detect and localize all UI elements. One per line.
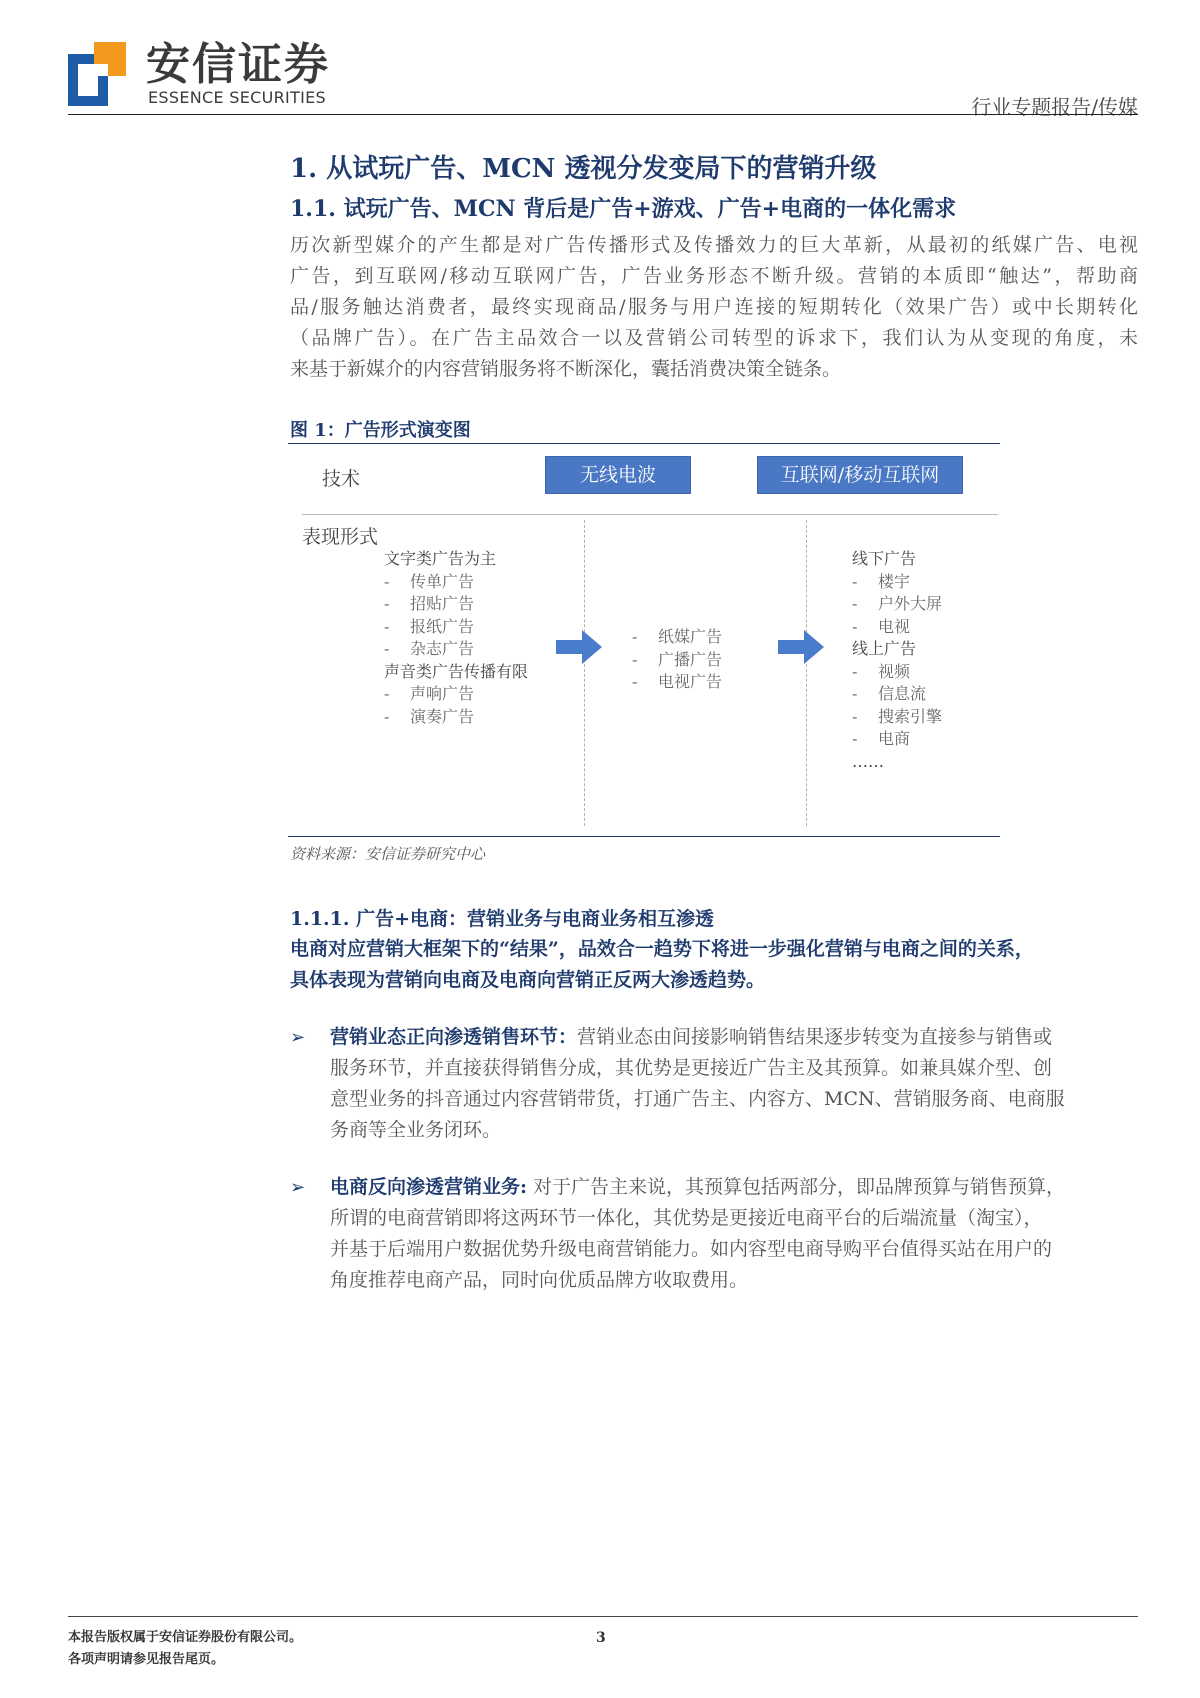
- col-item: - 楼宇: [852, 571, 942, 594]
- col-item: - 招贴广告: [384, 593, 528, 616]
- col-item: - 广播广告: [632, 649, 722, 672]
- bullet-line: 角度推荐电商产品，同时向优质品牌方收取费用。: [330, 1269, 749, 1291]
- intro-line: 来基于新媒介的内容营销服务将不断深化，囊括消费决策全链条。: [290, 358, 842, 380]
- figure-column-divider: [584, 520, 585, 826]
- brand-name-cn: 安信证券: [146, 39, 330, 90]
- bullet-text: 营销业态由间接影响销售结果逐步转变为直接参与销售或: [577, 1026, 1053, 1048]
- summary-line: 电商对应营销大框架下的“结果”，品效合一趋势下将进一步强化营销与电商之间的关系，: [290, 938, 1034, 960]
- bullet-item: [290, 1172, 1138, 1302]
- col-item: - 杂志广告: [384, 638, 528, 661]
- section-heading-1-1: 1.1. 试玩广告、MCN 背后是广告+游戏、广告+电商的一体化需求: [290, 196, 957, 222]
- bullet-line: 服务环节，并直接获得销售分成，其优势是更接近广告主及其预算。如兼具媒介型、创: [330, 1057, 1053, 1079]
- col-item: 声音类广告传播有限: [384, 661, 529, 681]
- figure-top-rule: [288, 443, 1000, 444]
- col-item: 线下广告: [852, 549, 917, 568]
- header-divider: [68, 114, 1138, 115]
- figure-title: 图 1：广告形式演变图: [290, 420, 471, 441]
- footer-disclaimer: 各项声明请参见报告尾页。: [68, 1652, 225, 1667]
- bullet-lead: 营销业态正向渗透销售环节：: [330, 1026, 578, 1048]
- figure-column-divider: [806, 520, 807, 826]
- col-item: - 纸媒广告: [632, 626, 722, 649]
- col-item: 线上广告: [852, 639, 917, 658]
- col-item: - 报纸广告: [384, 616, 528, 639]
- bullet-line: 并基于后端用户数据优势升级电商营销能力。如内容型电商导购平台值得买站在用户的: [330, 1238, 1053, 1260]
- col-item: ……: [852, 751, 884, 771]
- bullet-line: 务商等全业务闭环。: [330, 1119, 502, 1141]
- arrow-bullet-icon: ➢: [290, 1027, 306, 1048]
- brand-name-en: ESSENCE SECURITIES: [148, 88, 327, 107]
- figure-column-internet: [852, 548, 942, 773]
- bullet-first-line: [330, 1022, 1138, 1053]
- col-item: - 声响广告: [384, 683, 528, 706]
- bullet-lead: 电商反向渗透营销业务:: [330, 1176, 528, 1198]
- bullet-item: [290, 1022, 1138, 1152]
- col-item: - 搜索引擎: [852, 706, 942, 729]
- right-arrow-icon: [778, 630, 824, 664]
- col-item: - 户外大屏: [852, 593, 942, 616]
- col-item: - 电视广告: [632, 671, 722, 694]
- figure-form-label: 表现形式: [302, 526, 379, 548]
- figure-mid-rule: [302, 514, 998, 515]
- col-item: - 演奏广告: [384, 706, 528, 729]
- tech-box-internet: 互联网/移动互联网: [757, 456, 963, 494]
- figure-bottom-rule: [288, 836, 1000, 837]
- tech-box-radio: 无线电波: [545, 456, 691, 494]
- col-item: 文字类广告为主: [384, 549, 497, 568]
- key-summary: [290, 934, 1138, 996]
- bullet-line: 意型业务的抖音通过内容营销带货，打通广告主、内容方、MCN、营销服务商、电商服: [330, 1088, 1065, 1110]
- section-heading-1-1-1: 1.1.1. 广告+电商：营销业务与电商业务相互渗透: [290, 908, 715, 930]
- col-item: - 传单广告: [384, 571, 528, 594]
- summary-line: 具体表现为营销向电商及电商向营销正反两大渗透趋势。: [290, 969, 766, 991]
- footer-copyright: 本报告版权属于安信证券股份有限公司。: [68, 1630, 303, 1645]
- intro-paragraph: [290, 230, 1138, 385]
- figure-column-early: [384, 548, 528, 728]
- intro-line: （品牌广告）。在广告主品效合一以及营销公司转型的诉求下，我们认为从变现的角度，未: [290, 327, 1138, 349]
- intro-line: 广告，到互联网/移动互联网广告，广告业务形态不断升级。营销的本质即“触达”，帮助商: [290, 265, 1138, 287]
- figure-source: 资料来源：安信证券研究中心: [290, 845, 486, 863]
- report-category: 行业专题报告/传媒: [971, 95, 1138, 119]
- col-item: - 电商: [852, 728, 942, 751]
- figure-column-radio: [632, 626, 722, 694]
- figure-tech-label: 技术: [322, 468, 361, 490]
- bullet-line: 所谓的电商营销即将这两环节一体化，其优势是更接近电商平台的后端流量（淘宝），: [330, 1207, 1043, 1229]
- bullet-text: 对于广告主来说，其预算包括两部分，即品牌预算与销售预算，: [527, 1176, 1066, 1198]
- intro-line: 品/服务触达消费者，最终实现商品/服务与用户连接的短期转化（效果广告）或中长期转化: [290, 296, 1138, 318]
- footer-divider: [68, 1616, 1138, 1617]
- intro-line: 历次新型媒介的产生都是对广告传播形式及传播效力的巨大革新，从最初的纸媒广告、电视: [290, 234, 1138, 256]
- essence-logo-icon: [68, 42, 126, 106]
- right-arrow-icon: [556, 630, 602, 664]
- section-heading-1: 1. 从试玩广告、MCN 透视分发变局下的营销升级: [290, 154, 877, 184]
- col-item: - 信息流: [852, 683, 942, 706]
- bullet-first-line: [330, 1172, 1138, 1203]
- col-item: - 电视: [852, 616, 942, 639]
- col-item: - 视频: [852, 661, 942, 684]
- arrow-bullet-icon: ➢: [290, 1177, 306, 1198]
- page-number: 3: [596, 1630, 606, 1646]
